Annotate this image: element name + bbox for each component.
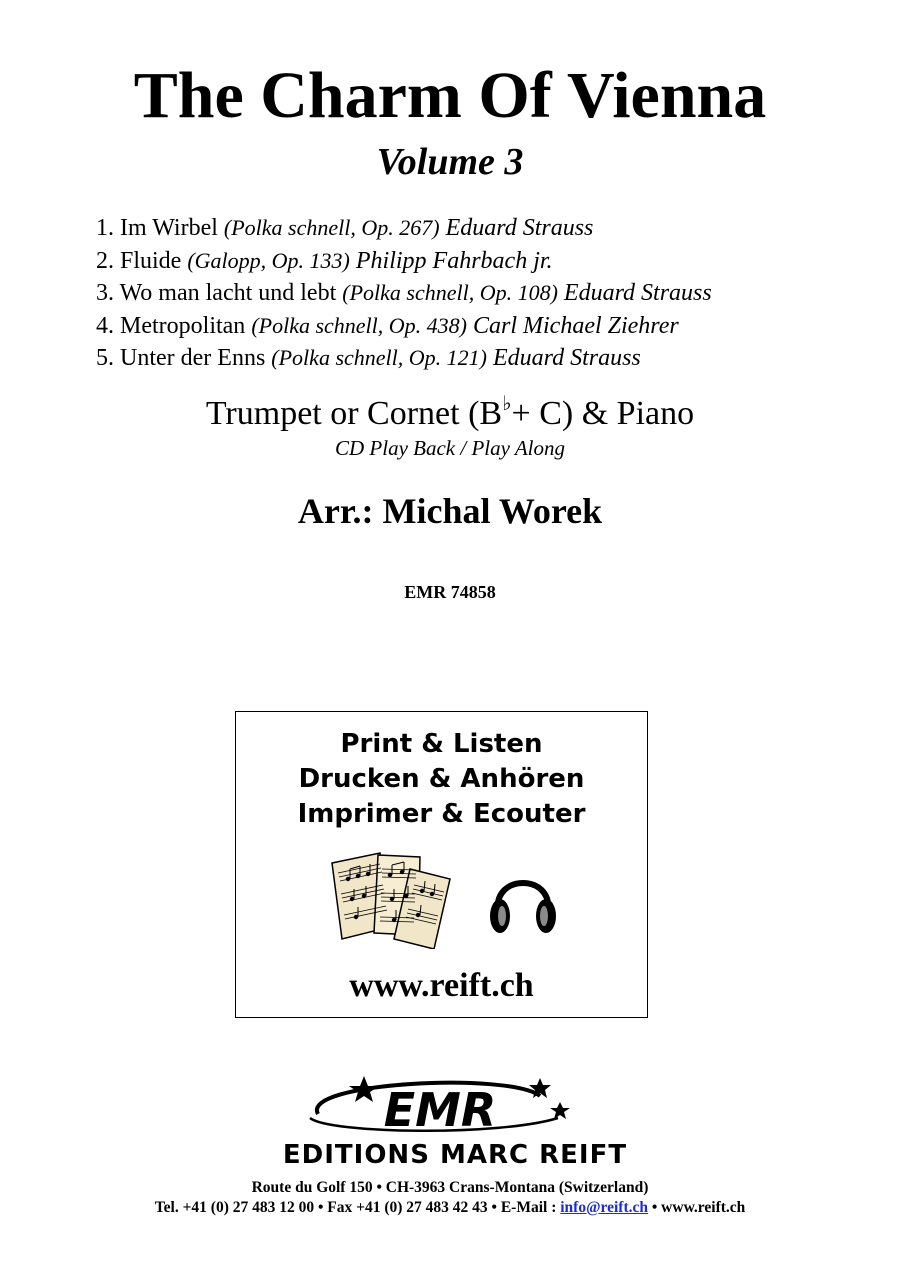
track-composer: Eduard Strauss bbox=[445, 215, 594, 241]
volume-subtitle: Volume 3 bbox=[376, 141, 524, 183]
print-listen-fr: Imprimer & Ecouter bbox=[297, 799, 586, 829]
print-listen-box bbox=[235, 711, 648, 1018]
track-details: (Polka schnell, Op. 438) bbox=[251, 312, 467, 338]
logo-text: EMR bbox=[383, 1083, 497, 1137]
track-composer: Eduard Strauss bbox=[492, 345, 641, 371]
print-listen-de: Drucken & Anhören bbox=[298, 764, 585, 794]
track-item bbox=[96, 245, 886, 278]
catalog-number: EMR 74858 bbox=[404, 582, 496, 602]
headphones-icon bbox=[488, 860, 558, 940]
instrumentation bbox=[0, 394, 900, 434]
email-link[interactable]: info@reift.ch bbox=[560, 1199, 648, 1216]
track-title: 3. Wo man lacht und lebt bbox=[96, 280, 337, 306]
box-website-link[interactable]: www.reift.ch bbox=[349, 967, 534, 1004]
track-title: 4. Metropolitan bbox=[96, 312, 246, 339]
track-list bbox=[96, 212, 886, 375]
track-title: 1. Im Wirbel bbox=[96, 215, 218, 241]
emr-logo bbox=[240, 1074, 670, 1140]
contact-phone-fax: Tel. +41 (0) 27 483 12 00 • Fax +41 (0) 27 483 42 43 • E-Mail : bbox=[154, 1199, 561, 1216]
flat-symbol: ♭ bbox=[502, 393, 512, 415]
track-composer: Eduard Strauss bbox=[563, 280, 712, 306]
instrumentation-prefix: Trumpet or Cornet (B bbox=[205, 395, 503, 432]
arranger: Arr.: Michal Worek bbox=[297, 491, 603, 531]
publisher-name: EDITIONS MARC REIFT bbox=[282, 1140, 628, 1170]
track-details: (Polka schnell, Op. 267) bbox=[223, 215, 440, 240]
print-listen-en: Print & Listen bbox=[340, 729, 543, 759]
score-title: The Charm Of Vienna bbox=[133, 59, 767, 132]
publisher-contact bbox=[0, 1198, 900, 1218]
publisher-address: Route du Golf 150 • CH-3963 Crans-Montana (Switzerland) bbox=[251, 1179, 649, 1196]
track-details: (Polka schnell, Op. 121) bbox=[271, 345, 487, 370]
track-item bbox=[96, 212, 886, 245]
track-title: 5. Unter der Enns bbox=[96, 345, 266, 371]
track-composer: Carl Michael Ziehrer bbox=[472, 312, 679, 339]
instrumentation-suffix: + C) & Piano bbox=[511, 395, 695, 432]
track-item bbox=[96, 277, 886, 310]
track-composer: Philipp Fahrbach jr. bbox=[355, 247, 553, 274]
track-details: (Galopp, Op. 133) bbox=[187, 247, 350, 273]
track-item bbox=[96, 342, 886, 375]
playback-note: CD Play Back / Play Along bbox=[335, 436, 565, 460]
contact-website[interactable]: • www.reift.ch bbox=[648, 1199, 746, 1216]
track-details: (Polka schnell, Op. 108) bbox=[342, 280, 558, 305]
track-item bbox=[96, 310, 886, 343]
sheet-music-icon bbox=[328, 849, 460, 949]
track-title: 2. Fluide bbox=[96, 247, 182, 274]
